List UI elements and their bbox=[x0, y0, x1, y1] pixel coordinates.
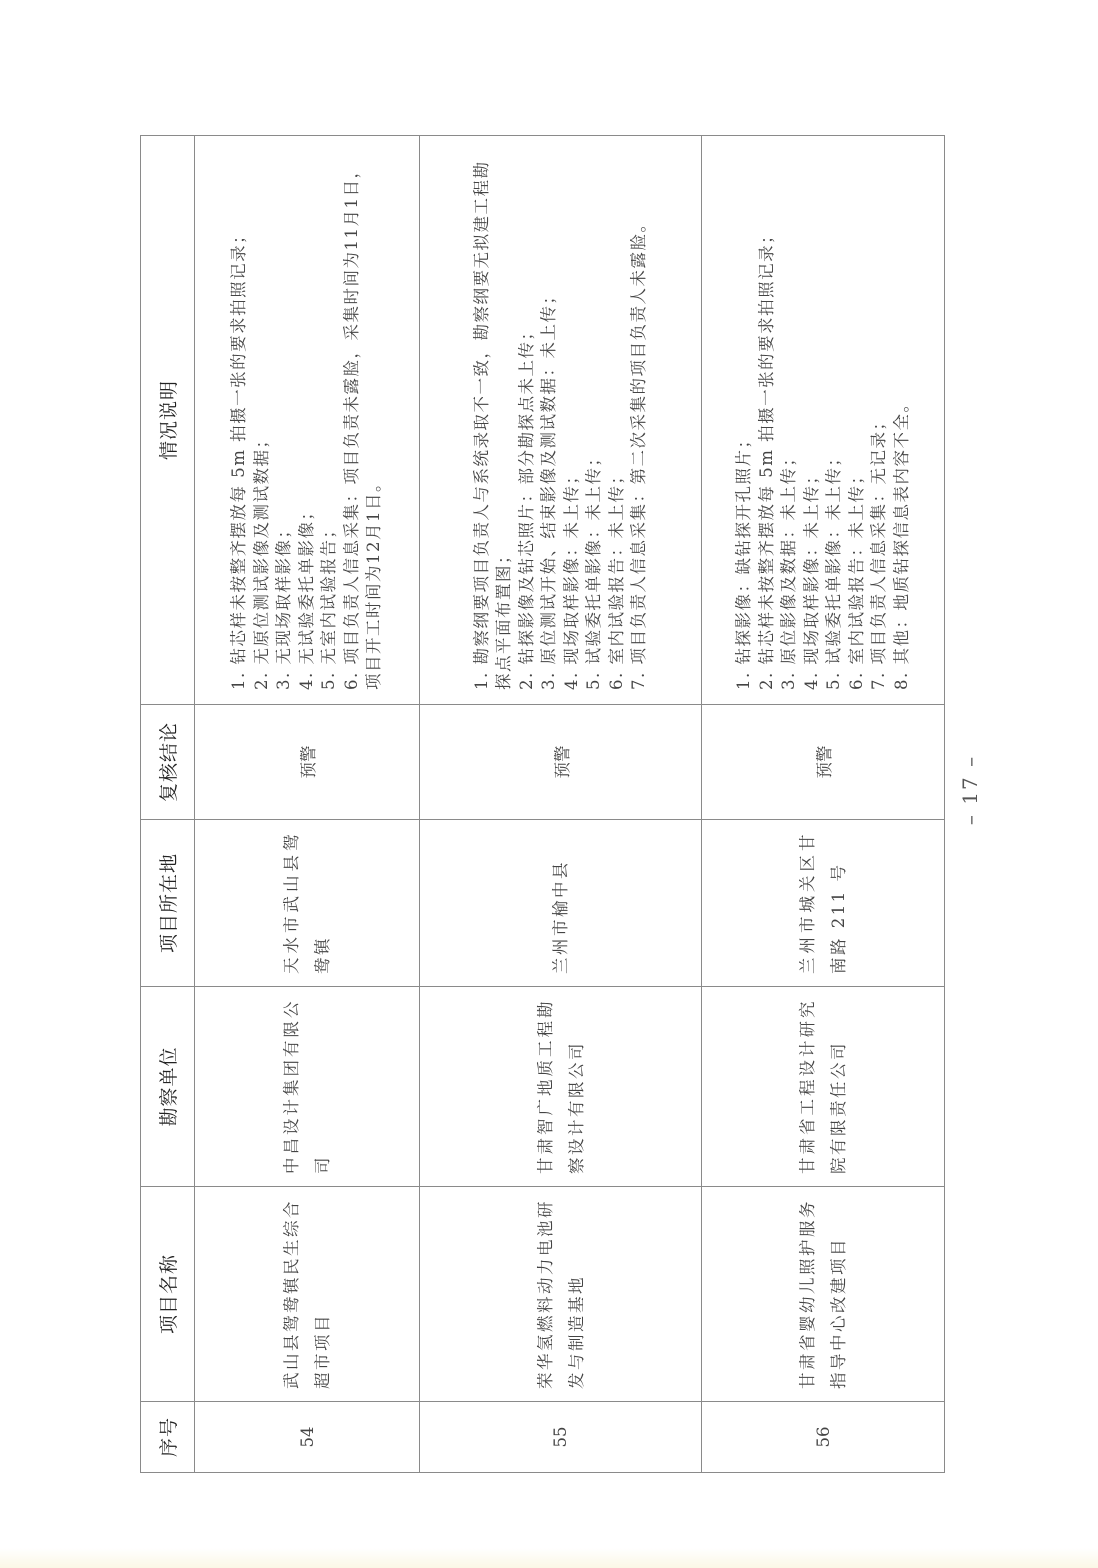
row-description bbox=[702, 136, 945, 705]
row-survey-unit: 中昌设计集团有限公司 bbox=[195, 987, 420, 1187]
description-item: 2. 钻芯样未按整齐摆放每 5m 拍摄一张的要求拍照记录； bbox=[756, 225, 776, 690]
header-location: 项目所在地 bbox=[141, 820, 195, 987]
row-location: 兰州市城关区甘南路 211 号 bbox=[702, 820, 945, 987]
description-item: 8. 其他：地质钻探信息表内容不全。 bbox=[891, 394, 911, 690]
description-item: 6. 室内试验报告：未上传； bbox=[606, 466, 626, 690]
row-location: 天水市武山县鸳鸯镇 bbox=[195, 820, 420, 987]
row-project-name: 荣华氢燃料动力电池研发与制造基地 bbox=[420, 1187, 702, 1402]
row-description bbox=[420, 136, 702, 705]
description-item: 4. 现场取样影像：未上传； bbox=[561, 466, 581, 690]
description-item: 2. 无原位测试影像及测试数据； bbox=[251, 430, 271, 690]
page-number-label: – 17 – bbox=[958, 754, 983, 826]
description-item: 1. 勘察纲要项目负责人与系统录取不一致，勘察纲要无拟建工程勘探点平面布置图； bbox=[471, 160, 513, 690]
row-description bbox=[195, 136, 420, 705]
header-survey-unit: 勘察单位 bbox=[141, 987, 195, 1187]
description-item: 3. 原位影像及数据：未上传； bbox=[779, 448, 798, 690]
header-project-name: 项目名称 bbox=[141, 1187, 195, 1402]
description-item: 5. 试验委托单影像：未上传； bbox=[584, 448, 603, 690]
row-conclusion: 预警 bbox=[195, 705, 420, 820]
review-table bbox=[140, 135, 945, 1473]
header-description: 情况说明 bbox=[141, 136, 195, 705]
description-item: 6. 室内试验报告：未上传； bbox=[846, 466, 866, 690]
page-edge-tint bbox=[0, 1548, 1098, 1568]
description-item: 1. 钻探影像：缺钻探开孔照片； bbox=[734, 430, 753, 690]
table-header-row bbox=[141, 136, 195, 1473]
description-item: 2. 钻探影像及钻芯照片：部分勘探点未上传； bbox=[516, 322, 536, 690]
row-project-name: 甘肃省婴幼儿照护服务指导中心改建项目 bbox=[702, 1187, 945, 1402]
row-survey-unit: 甘肃智广地质工程勘察设计有限公司 bbox=[420, 987, 702, 1187]
row-index: 54 bbox=[195, 1402, 420, 1473]
rotated-table-container bbox=[140, 136, 943, 1473]
table-row bbox=[420, 136, 702, 1473]
row-survey-unit: 甘肃省工程设计研究院有限责任公司 bbox=[702, 987, 945, 1187]
description-item: 3. 原位测试开始、结束影像及测试数据：未上传； bbox=[539, 286, 558, 690]
description-item: 1. 钻芯样未按整齐摆放每 5m 拍摄一张的要求拍照记录； bbox=[229, 225, 249, 690]
description-item: 7. 项目负责人信息采集：无记录； bbox=[869, 412, 888, 690]
row-location: 兰州市榆中县 bbox=[420, 820, 702, 987]
description-item: 5. 试验委托单影像：未上传； bbox=[824, 448, 843, 690]
table-row bbox=[702, 136, 945, 1473]
description-item: 5. 无室内试验报告； bbox=[319, 520, 339, 690]
row-conclusion: 预警 bbox=[420, 705, 702, 820]
description-item: 6. 项目负责人信息采集：项目负责未露脸，采集时间为11月1日，项目开工时间为12月1日。 bbox=[341, 160, 384, 690]
description-item: 7. 项目负责人信息采集：第二次采集的项目负责人未露脸。 bbox=[629, 214, 648, 690]
page-number bbox=[950, 740, 990, 840]
description-item: 4. 无试验委托单影像； bbox=[296, 502, 316, 690]
row-index: 55 bbox=[420, 1402, 702, 1473]
row-project-name: 武山县鸳鸯镇民生综合超市项目 bbox=[195, 1187, 420, 1402]
row-conclusion: 预警 bbox=[702, 705, 945, 820]
description-item: 4. 现场取样影像：未上传； bbox=[801, 466, 821, 690]
row-index: 56 bbox=[702, 1402, 945, 1473]
header-conclusion: 复核结论 bbox=[141, 705, 195, 820]
header-index: 序号 bbox=[141, 1402, 195, 1473]
description-item: 3. 无现场取样影像； bbox=[274, 520, 294, 690]
table-row bbox=[195, 136, 420, 1473]
